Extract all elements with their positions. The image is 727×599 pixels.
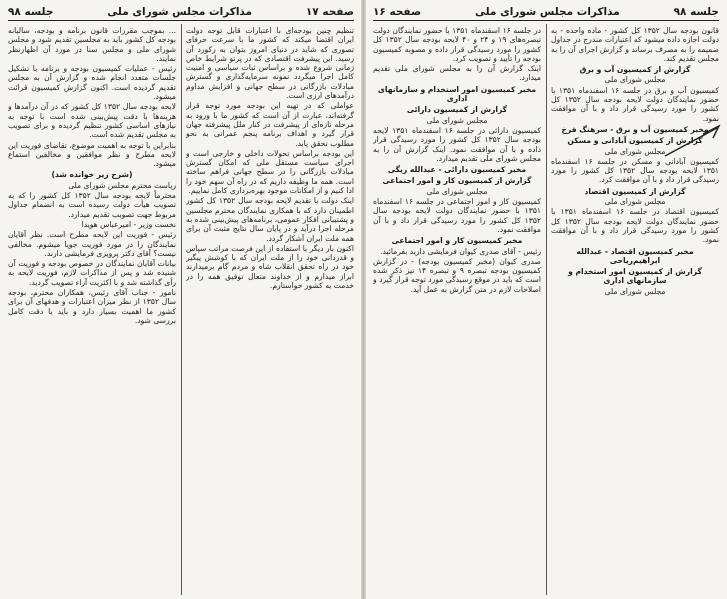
paragraph: رئیس - عملیات کمیسیون بودجه و برنامه با تشکیل جلسات متعدد انجام شده و گزارش آن به مجلس تقدیم گردیده است. اکنون گزارش کمیسیون قرائت میشود. <box>8 64 176 102</box>
right-page-column-left <box>373 26 541 595</box>
section-heading: مخبر کمیسیون کار و امور اجتماعی <box>391 236 523 246</box>
paragraph: مجلس شورای ملی <box>604 197 666 207</box>
paragraph: اینک گزارش آن را به مجلس شورای ملی تقدیم میدارد. <box>373 64 541 83</box>
paragraph: نخست وزیر - امیرعباس هویدا <box>81 219 176 229</box>
paragraph: تنظیم چنین بودجه‌ای با اعتبارات قابل توجه دولت ایران اقتضا میکند که کشور ما با سرعت حرفای تصوری که شاید در دنیای امروز بتوان به رکورد آن رسید. این پیشرفت اقتصادی که در پرتو شرایط خاص زمانی شروع شده و براساس ثبات سیاسی و امنیت کامل اجرا میگردد نمونه سرمایه‌گذاری و گسترش مبادلات بازرگانی در سطح جهانی و افزایش مداوم درآمدهای ارزی است. <box>186 26 354 101</box>
section-heading: گزارش از کمیسیون امور استخدام و سازمانهای اداری <box>568 267 702 286</box>
right-page-column-rule <box>546 24 547 595</box>
left-page-number: صفحه ۱۷ <box>305 6 354 18</box>
paragraph: قانون بودجه سال ۱۳۵۲ کل کشور - ماده واحده - به دولت اجازه داده میشود که اعتبارات مندرج در جداول ضمیمه را به مصرف برساند و گزارش اجرای آن را به مجلس تقدیم کند. <box>551 26 719 63</box>
paragraph: کمیسیون کار و امور اجتماعی در جلسه ۱۶ اسفندماه ۱۳۵۱ با حضور نمایندگان دولت لایحه بودجه سال ۱۳۵۲ کل کشور را مورد رسیدگی قرار داد و با آن موافقت نمود. <box>373 197 541 234</box>
paragraph: لایحه بودجه سال ۱۳۵۲ کل کشور که در آن درآمدها و هزینه‌ها با دقت پیش‌بینی شده است با توجه به نیازهای اساسی کشور تنظیم گردیده و برای تصویب به مجلس تقدیم شده است. <box>8 102 176 140</box>
section-heading: گزارش از کمیسیون آب و برق <box>579 65 691 75</box>
paragraph: مجلس شورای ملی <box>604 75 666 85</box>
paragraph: اکنون بار دیگر با استفاده از این فرصت مراتب سپاس و قدردانی خود را از ملت ایران که با کوشش پیگیر خود در راه تحقق انقلاب شاه و مردم گام برمیدارند ابراز میدارم و از خداوند متعال توفیق همه را در خدمت به کشور خواستارم. <box>186 243 354 291</box>
section-heading: مخبر کمیسیون دارائی - عبدالله ریگی <box>387 165 527 175</box>
paragraph: رئیس - آقای صدری کیوان فرمایشی دارید بفرمائید. <box>380 246 541 256</box>
paragraph: مجلس شورای ملی <box>426 115 488 125</box>
paragraph: مجلس شورای ملی <box>604 146 666 156</box>
paragraph: اینک دولت با تقدیم لایحه بودجه سال ۱۳۵۲ کل کشور اطمینان دارد که با همکاری نمایندگان محترم مجلسین و پشتیبانی افکار عمومی، برنامه‌های پیش‌بینی شده به مرحله اجرا درآید و در پایان سال نتایج مثبت آن برای همه ملت ایران آشکار گردد. <box>186 196 354 243</box>
right-page-column-right <box>551 26 719 595</box>
left-page-header <box>8 4 354 21</box>
left-page-column-left <box>8 26 176 595</box>
paragraph: ... بموجب مقررات قانون برنامه و بودجه، سالیانه بودجه کل کشور باید به مجلسین تقدیم شود و مجلس شورای ملی و مجلس سنا در مورد آن اظهارنظر نمایند. <box>8 26 176 63</box>
right-page-title: مذاکرات مجلس شورای ملی <box>475 6 620 18</box>
paragraph: ریاست محترم مجلس شورای ملی <box>68 180 176 190</box>
paragraph: کمیسیون اقتصاد در جلسه ۱۶ اسفندماه ۱۳۵۱ با حضور نمایندگان دولت لایحه بودجه سال ۱۳۵۲ کل کشور را مورد رسیدگی قرار داد و با آن موافقت نمود. <box>551 207 719 245</box>
left-page-column-right <box>186 26 354 595</box>
section-heading: گزارش از کمیسیون کار و امور اجتماعی <box>382 176 532 186</box>
section-heading: گزارش از کمیسیون اقتصاد <box>584 186 686 196</box>
paragraph: نامور - جناب آقای رئیس، همکاران محترم، بودجه سال ۱۳۵۲ از نظر میزان اعتبارات و هدفهای آن برای کشور ما اهمیت بسیار دارد و باید با دقت کامل بررسی شود. <box>8 288 176 325</box>
paragraph: این بودجه براساس تحولات داخلی و خارجی است و اجرای سیاست مستقل ملی که امکان گسترش مبادلات بازرگانی را در سطح جهانی فراهم ساخته است. همه ما وظیفه داریم که در راه آن سهم خود را ادا کنیم و از امکانات موجود بهره‌برداری کامل نماییم. <box>186 148 354 196</box>
paragraph: بنابراین با توجه به اهمیت موضوع، تقاضای فوریت این لایحه مطرح و نظر موافقین و مخالفین استماع میشود. <box>8 140 176 169</box>
left-page-column-rule <box>181 24 182 595</box>
pen-annotation-mark <box>663 122 721 162</box>
section-heading: (شرح زیر خوانده شد) <box>51 170 133 180</box>
left-page <box>0 0 362 599</box>
left-page-session: جلسه ۹۸ <box>8 6 54 18</box>
section-heading: مخبر کمیسیون آب و برق - سرهنگ فرخ <box>561 124 709 134</box>
left-page-title: مذاکرات مجلس شورای ملی <box>107 6 252 18</box>
right-page-header <box>373 4 719 21</box>
paragraph: کمیسیون دارائی در جلسه ۱۶ اسفندماه ۱۳۵۱ لایحه بودجه سال ۱۳۵۲ کل کشور را مورد رسیدگی قرار داده و با آن موافقت نمود. اینک گزارش آن را به مجلس شورای ملی تقدیم میدارد. <box>373 125 541 163</box>
paragraph: مجلس شورای ملی <box>604 286 666 296</box>
right-page-session: جلسه ۹۸ <box>673 6 719 18</box>
paragraph: بیانات آقایان نمایندگان در خصوص بودجه و فوریت آن شنیده شد و پس از مذاکرات لازم، فوریت لایحه به رأی گذاشته شد و با اکثریت آراء تصویب گردید. <box>8 259 176 287</box>
paragraph: در جلسه ۱۶ اسفندماه ۱۳۵۱ با حضور نمایندگان دولت تبصره‌های ۱۹ و ۲۴ و ۴۰ لایحه بودجه سال ۱۳۵۲ کل کشور را مورد رسیدگی قرار داده و مصوبه کمیسیون بودجه را تأیید و تصویب کرد. <box>373 26 541 63</box>
paragraph: محترماً لایحه بودجه سال ۱۳۵۲ کل کشور را که به تصویب هیأت دولت رسیده است به انضمام جداول مربوط جهت تصویب تقدیم میدارد. <box>8 191 176 219</box>
paragraph: کمیسیون آبادانی و مسکن در جلسه ۱۶ اسفندماه ۱۳۵۱ لایحه بودجه سال ۱۳۵۲ کل کشور را مورد رسیدگی قرار داد و با آن موافقت کرد. <box>551 156 719 185</box>
section-heading: گزارش از کمیسیون دارائی <box>406 105 508 115</box>
paragraph: رئیس - فوریت این لایحه مطرح است. نظر آقایان نمایندگان را در مورد فوریت جویا میشوم. مخالفی نیست؟ آقای دکتر پرویزی فرمایشی دارند. <box>8 230 176 258</box>
right-page <box>365 0 727 599</box>
paragraph: کمیسیون آب و برق در جلسه ۱۶ اسفندماه ۱۳۵۱ با حضور نمایندگان دولت لایحه بودجه سال ۱۳۵۲ کل کشور را مورد رسیدگی قرار داد و با آن موافقت نمود. <box>551 85 719 123</box>
section-heading: مخبر کمیسیون اقتصاد - عبدالله ابراهیم‌ریاحی <box>576 246 694 265</box>
paragraph: مجلس شورای ملی <box>426 186 488 196</box>
paragraph: صدری کیوان (مخبر کمیسیون بودجه) - در گزارش کمیسیون بودجه تبصره ۹ و تبصره ۱۴ نیز ذکر شده است که باید در موقع رسیدگی مورد توجه قرار گیرد و اصلاحات لازم در متن گزارش به عمل آید. <box>373 256 541 294</box>
section-heading: مخبر کمیسیون امور استخدام و سازمانهای اداری <box>377 84 537 104</box>
paragraph: عواملی که در تهیه این بودجه مورد توجه قرار گرفته‌اند، عبارت از آن است که کشور ما با ورود به مرحله تازه‌ای از پیشرفت در کنار ملل پیشرفته جهان قرار گیرد و اهداف برنامه پنجم عمرانی به نحو مطلوب تحقق یابد. <box>186 101 354 148</box>
right-page-number: صفحه ۱۶ <box>373 6 422 18</box>
section-heading: گزارش از کمیسیون آبادانی و مسکن <box>567 136 703 146</box>
